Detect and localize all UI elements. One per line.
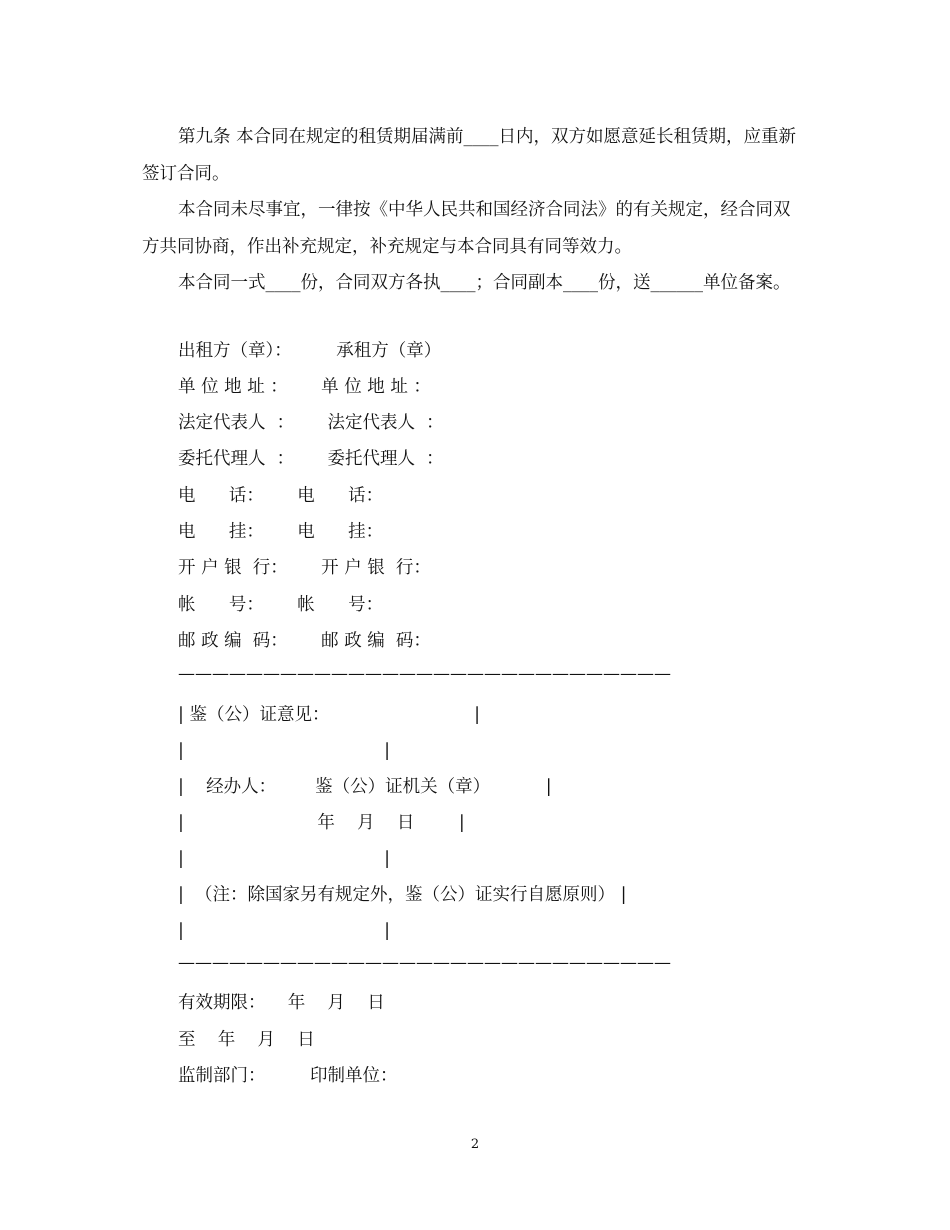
validity-end-line: 至 年 月 日 <box>178 1030 315 1050</box>
signature-line-account: 帐 号： 帐 号： <box>178 595 384 615</box>
bottom-rule-line: ————————————————————————————— <box>178 953 671 973</box>
signature-line-address: 单 位 地 址 ： 单 位 地 址 ： <box>178 377 431 397</box>
notarization-note-line: | （注：除国家另有规定外，鉴（公）证实行自愿原则） | <box>178 885 627 905</box>
signature-line-cable: 电 挂： 电 挂： <box>178 522 384 542</box>
notarization-blank-line: | | <box>178 921 391 941</box>
supplementary-paragraph <box>142 192 802 266</box>
signature-line-legal-rep: 法定代表人 ： 法定代表人 ： <box>178 413 444 433</box>
notarization-blank-line: | | <box>178 741 391 761</box>
page-number: 2 <box>470 1137 480 1152</box>
paragraph-text: 本合同未尽事宜，一律按《中华人民共和国经济合同法》的有关规定，经合同双方共同协商，作出补充规定，补充规定与本合同具有同等效力。 <box>142 200 791 257</box>
supervision-print-line: 监制部门： 印制单位： <box>178 1066 398 1086</box>
paragraph-text: 第九条 本合同在规定的租赁期届满前____日内，双方如愿意延长租赁期，应重新签订合同。 <box>142 127 797 184</box>
paragraph-text: 本合同一式____份，合同双方各执____；合同副本____份，送______单位备案。 <box>178 273 791 293</box>
notarization-date-line: | 年 月 日 | <box>178 813 465 833</box>
signature-line-postcode: 邮 政 编 码： 邮 政 编 码： <box>178 631 431 651</box>
notarization-handler-line: | 经办人： 鉴（公）证机关（章） | <box>178 777 552 797</box>
validity-period-line: 有效期限： 年 月 日 <box>178 993 385 1013</box>
article-nine-paragraph <box>142 119 802 193</box>
signature-line-phone: 电 话： 电 话： <box>178 486 384 506</box>
copies-paragraph <box>142 265 802 302</box>
signature-line-bank: 开 户 银 行： 开 户 银 行： <box>178 558 431 578</box>
notarization-opinion-line: | 鉴（公）证意见： | <box>178 705 480 725</box>
signature-line-agent: 委托代理人 ： 委托代理人 ： <box>178 449 444 469</box>
notarization-blank-line: | | <box>178 849 391 869</box>
signature-line-lessor-lessee: 出租方（章）： 承租方（章） <box>178 341 442 361</box>
top-rule-line: ————————————————————————————— <box>178 664 671 684</box>
